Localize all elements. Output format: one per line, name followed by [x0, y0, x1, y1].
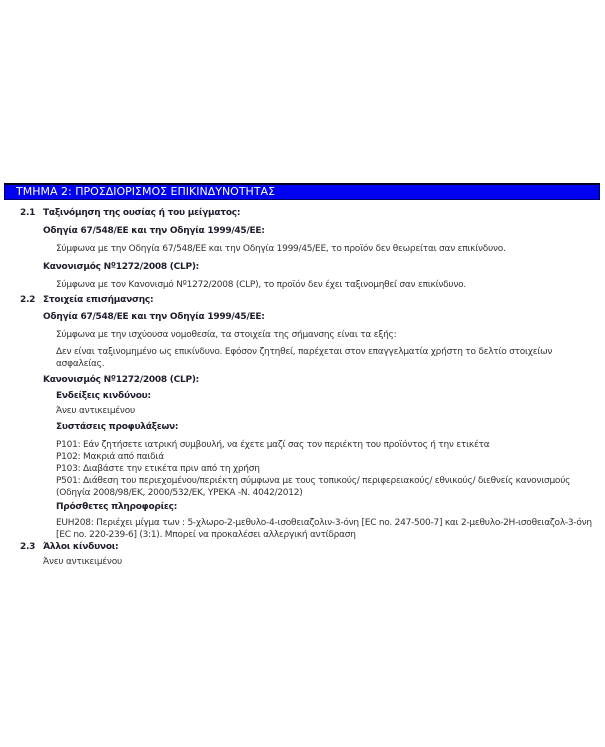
section-2-header-title: ΤΜΗΜΑ 2: ΠΡΟΣΔΙΟΡΙΣΜΟΣ ΕΠΙΚΙΝΔΥΝΟΤΗΤΑΣ [16, 185, 276, 198]
directive-statement-2-1: Σύμφωνα με την Οδηγία 67/548/ΕΕ και την Οδηγία 1999/45/ΕΕ, το προϊόν δεν θεωρείται σαν επικίνδυνο. [56, 244, 506, 254]
clause-2-3-number: 2.3 [20, 542, 36, 552]
directive-heading-2-1: Οδηγία 67/548/ΕΕ και την Οδηγία 1999/45/ΕΕ: [43, 226, 265, 236]
clause-2-3-title: Άλλοι κίνδυνοι: [43, 542, 119, 552]
clause-2-1 [20, 207, 605, 219]
hazard-statements-heading: Ενδείξεις κινδύνου: [56, 391, 151, 401]
hazard-statements-value: Άνευ αντικειμένου [56, 406, 135, 416]
other-hazards-value: Άνευ αντικειμένου [43, 557, 122, 567]
precaution-item-p501: P501: Διάθεση του περιεχομένου/περιέκτη σύμφωνα με τους τοπικούς/ περιφερειακούς/ εθνικούς/ διεθνείς κανονισμούς (Οδηγία 2008/98/ΕΚ, 2000/532/ΕΚ, ΥΡΕΚΑ -Ν. 4042/2012) [56, 476, 571, 498]
clp-heading-2-1: Κανονισμός Nº1272/2008 (CLP): [43, 262, 200, 272]
additional-info-euh208: EUH208: Περιέχει μίγμα των : 5-χλωρο-2-μεθυλο-4-ισοθειαζολιν-3-όνη [EC no. 247-500-7] και 2-μεθυλο-2H-ισοθειαζολ-3-όνη [EC no. 220-239-6] (3:1). Μπορεί να προκαλέσει αλλεργική αντίδραση [56, 518, 592, 540]
section-2-content [0, 207, 605, 568]
labelling-statement-1: Σύμφωνα με την ισχύουσα νομοθεσία, τα στοιχεία της σήμανσης είναι τα εξής: [56, 330, 397, 340]
directive-heading-2-2: Οδηγία 67/548/ΕΕ και την Οδηγία 1999/45/ΕΕ: [43, 312, 265, 322]
precaution-item-p102: P102: Μακριά από παιδιά [56, 452, 164, 462]
precaution-item-p103: P103: Διαβάστε την ετικέτα πριν από τη χρήση [56, 464, 260, 474]
additional-info-heading: Πρόσθετες πληροφορίες: [56, 502, 178, 512]
precaution-item-p101: P101: Εάν ζητήσετε ιατρική συμβουλή, να έχετε μαζί σας τον περιέκτη του προϊόντος ή την ετικέτα [56, 440, 490, 450]
clause-2-2 [20, 294, 605, 306]
section-2-header-bar [4, 183, 600, 200]
clp-statement-2-1: Σύμφωνα με τον Κανονισμό Nº1272/2008 (CLP), το προϊόν δεν έχει ταξινομηθεί σαν επικίνδυνο. [56, 280, 467, 290]
clause-2-1-title: Ταξινόμηση της ουσίας ή του μείγματος: [43, 208, 241, 218]
clause-2-1-number: 2.1 [20, 208, 36, 218]
labelling-statement-2: Δεν είναι ταξινομημένο ως επικίνδυνο. Εφόσον ζητηθεί, παρέχεται στον επαγγελματία χρήστη το δελτίο στοιχείων ασφαλείας. [56, 347, 553, 369]
clause-2-2-title: Στοιχεία επισήμανσης: [43, 295, 154, 305]
clause-2-3 [20, 541, 605, 553]
precautionary-statements-heading: Συστάσεις προφυλάξεων: [56, 422, 179, 432]
clause-2-2-number: 2.2 [20, 295, 36, 305]
clp-heading-2-2: Κανονισμός Nº1272/2008 (CLP): [43, 375, 200, 385]
